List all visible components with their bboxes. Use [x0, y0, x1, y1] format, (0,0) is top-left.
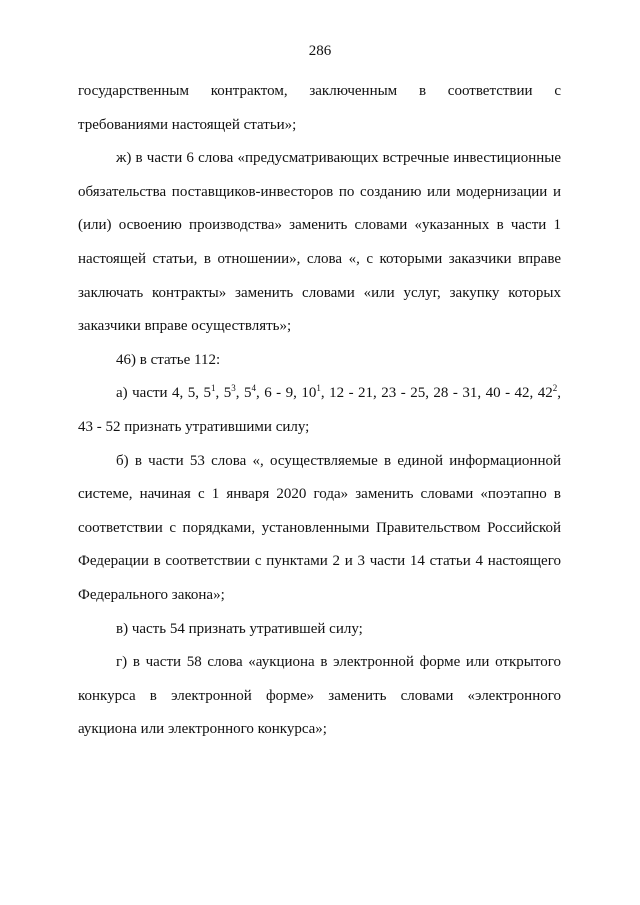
item-a-text: , 5 — [235, 385, 252, 402]
item-a-text: , 12 - 21, 23 - 25, 28 - 31, 40 - 42, 42 — [320, 385, 553, 402]
item-a-text: , 5 — [215, 385, 232, 402]
paragraph-item-v: в) часть 54 признать утратившей силу; — [116, 620, 363, 637]
superscript: 4 — [251, 383, 256, 394]
superscript: 3 — [231, 383, 236, 394]
paragraph-continuation: государственным контрактом, заключенным в соответствии с требованиями настоящей статьи»; — [78, 83, 561, 133]
paragraph-item-46: 46) в статье 112: — [116, 351, 221, 368]
page-number: 286 — [308, 43, 332, 59]
item-a-text: а) части 4, 5, 5 — [116, 385, 211, 402]
item-a-text: , 6 - 9, 10 — [255, 385, 317, 402]
document-body — [78, 75, 561, 747]
paragraph-item-zh: ж) в части 6 слова «предусматривающих встречные инвестиционные обязательства поставщиков-инвесторов по созданию или модернизации и (или) освоению производства» заменить словами «указанных в части 1 настоящей статьи, в отношении», слова «, с которыми заказчики вправе заключать контракты» заменить словами «или услуг, закупку которых заказчики вправе осуществлять»; — [78, 150, 561, 335]
paragraph-item-a — [78, 377, 561, 444]
paragraph-item-g: г) в части 58 слова «аукциона в электронной форме или открытого конкурса в электронной форме» заменить словами «электронного аукциона или электронного конкурса»; — [78, 654, 561, 738]
superscript: 2 — [552, 383, 558, 394]
item-a-text: , 43 - 52 признать утратившими силу; — [78, 385, 562, 435]
paragraph-item-b: б) в части 53 слова «, осуществляемые в единой информационной системе, начиная с 1 января 2020 года» заменить словами «поэтапно в соответствии с порядками, установленными Правительством Российской Федерации в соответствии с пунктами 2 и 3 части 14 статьи 4 настоящего Федерального закона»; — [78, 452, 561, 603]
superscript: 1 — [211, 383, 216, 394]
superscript: 1 — [316, 383, 321, 394]
